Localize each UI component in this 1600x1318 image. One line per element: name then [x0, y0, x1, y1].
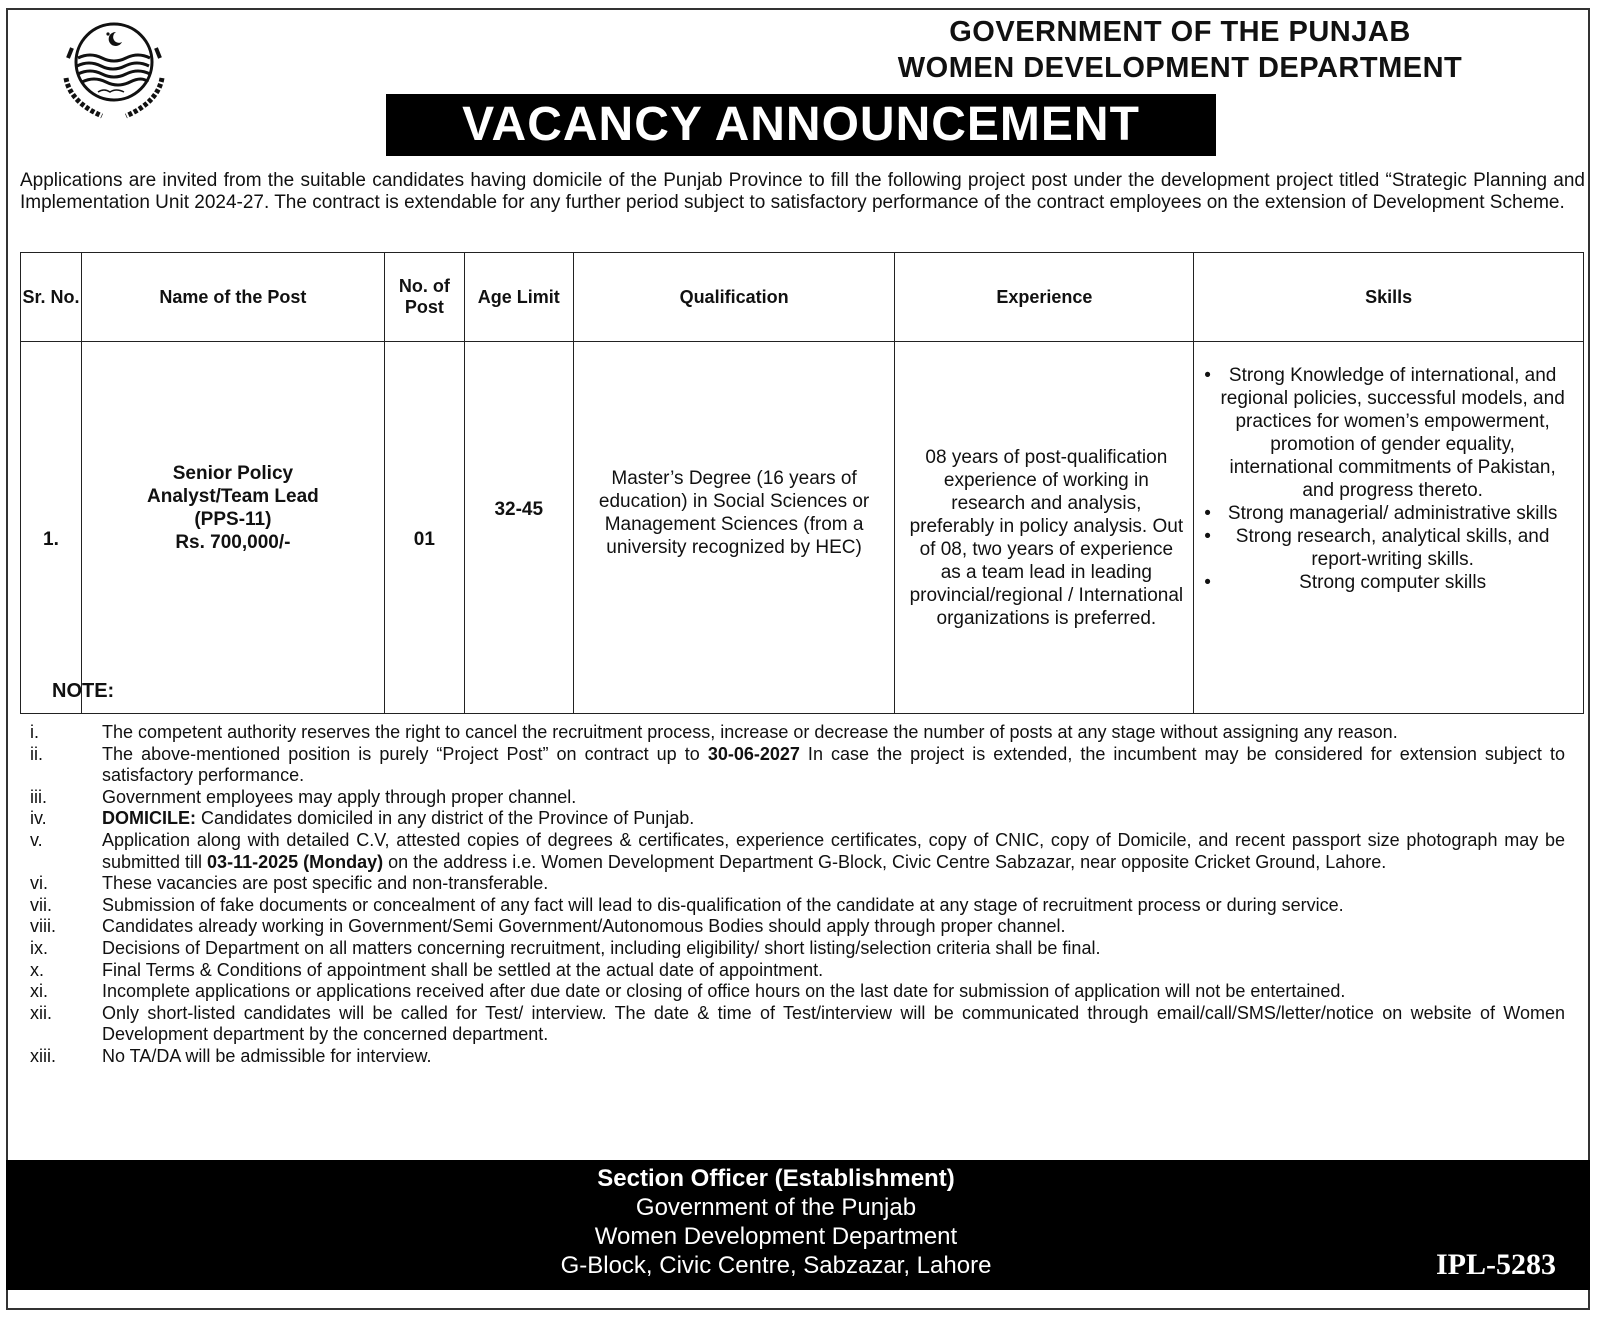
note-text — [102, 830, 1565, 873]
note-number: x. — [30, 959, 45, 980]
header-qualification: Qualification — [573, 253, 895, 342]
department-heading — [780, 14, 1580, 86]
note-text: The competent authority reserves the right to cancel the recruitment process, increase or decrease the number of posts at any stage without assigning any reason. — [102, 722, 1398, 742]
contract-end-date: 30-06-2027 — [707, 743, 800, 764]
note-text-part: In case the project is extended, the incumbent may be considered for extension subject to satisfactory performance. — [102, 743, 1565, 786]
note-text: Only short-listed candidates will be called for Test/ interview. The date & time of Test/interview will be communicated through email/call/SMS/letter/notice on website of Women Development department by the concerned department. — [102, 1002, 1565, 1045]
note-text: Submission of fake documents or concealment of any fact will lead to dis-qualification of the candidate at any stage of recruitment process or during service. — [102, 894, 1344, 915]
post-scale: (PPS-11) — [194, 509, 272, 530]
note-number: vi. — [30, 873, 48, 894]
note-text: Decisions of Department on all matters concerning recruitment, including eligibility/ short listing/selection criteria shall be final. — [102, 937, 1101, 958]
note-text — [102, 808, 1565, 830]
table-row — [21, 342, 1584, 714]
note-item — [20, 1046, 1565, 1068]
note-number: ii. — [30, 743, 43, 764]
note-text-part: Candidates domiciled in any district of the Province of Punjab. — [196, 808, 695, 829]
note-item — [20, 873, 1565, 895]
cell-age-limit: 32-45 — [464, 342, 573, 714]
intro-paragraph: Applications are invited from the suitable candidates having domicile of the Punjab Province to fill the following project post under the development project titled “Strategic Planning and Implementation Unit 2024-27. The contract is extendable for any further period subject to satisfactory performance of the contract employees on the extension of Development Scheme. — [20, 170, 1585, 213]
note-item — [20, 1003, 1565, 1046]
post-salary: Rs. 700,000/- — [175, 532, 291, 553]
notes-list — [20, 722, 1565, 1068]
note-text — [102, 744, 1565, 787]
cell-qualification: Master’s Degree (16 years of education) in Social Sciences or Management Sciences (from a university recognized by HEC) — [573, 342, 895, 714]
note-number: viii. — [30, 916, 56, 937]
note-number: v. — [30, 829, 43, 850]
cell-skills — [1194, 342, 1584, 714]
footer-signature-block — [6, 1160, 1590, 1290]
ipl-number: IPL-5283 — [1436, 1248, 1556, 1281]
skill-item: • Strong computer skills — [1204, 571, 1567, 594]
note-text-part: Application along with detailed C.V, attested copies of degrees & certificates, experience certificates, copy of CNIC, copy of Domicile, and recent passport size photograph may be submitted till — [102, 829, 1565, 872]
note-number: xiii. — [30, 1045, 56, 1066]
note-text: Final Terms & Conditions of appointment shall be settled at the actual date of appointment. — [102, 959, 824, 980]
skill-item: • Strong research, analytical skills, and report-writing skills. — [1204, 525, 1567, 571]
submission-deadline: 03-11-2025 (Monday) — [207, 851, 384, 872]
skill-item: • Strong Knowledge of international, and regional policies, successful models, and practices for women’s empowerment, promotion of gender equality, international commitments of Pakistan, and progress thereto. — [1204, 364, 1567, 502]
note-item — [20, 787, 1565, 809]
note-item — [20, 895, 1565, 917]
note-text: No TA/DA will be admissible for interview. — [102, 1045, 432, 1066]
note-text: Incomplete applications or applications received after due date or closing of office hours on the last date for submission of application will not be entertained. — [102, 981, 1346, 1002]
note-item — [20, 960, 1565, 982]
note-text: Government employees may apply through proper channel. — [102, 786, 577, 807]
footer-address — [6, 1164, 1546, 1280]
note-number: iv. — [30, 808, 47, 829]
skill-item: • Strong managerial/ administrative skills — [1204, 502, 1567, 525]
note-number: iii. — [30, 786, 47, 807]
footer-department: Women Development Department — [594, 1223, 958, 1250]
note-text: Candidates already working in Government/Semi Government/Autonomous Bodies should apply through proper channel. — [102, 916, 1066, 937]
note-item — [20, 981, 1565, 1003]
cell-no-of-post: 01 — [384, 342, 464, 714]
officer-title: Section Officer (Establishment) — [597, 1165, 955, 1192]
note-item — [20, 938, 1565, 960]
punjab-emblem-icon — [58, 18, 170, 122]
vacancy-table — [20, 252, 1584, 714]
header-skills: Skills — [1194, 253, 1584, 342]
note-number: i. — [30, 722, 39, 742]
footer-government: Government of the Punjab — [635, 1194, 917, 1221]
note-number: xi. — [30, 981, 48, 1002]
skills-list — [1204, 364, 1567, 594]
header-experience: Experience — [895, 253, 1194, 342]
note-number: vii. — [30, 894, 52, 915]
note-item — [20, 808, 1565, 830]
note-text-part: The above-mentioned position is purely “Project Post” on contract up to — [102, 743, 708, 764]
header-post-name: Name of the Post — [81, 253, 384, 342]
note-text-part: on the address i.e. Women Development Department G-Block, Civic Centre Sabzazar, near opposite Cricket Ground, Lahore. — [383, 851, 1387, 872]
domicile-label: DOMICILE: — [102, 808, 196, 829]
cell-sr-no: 1. — [21, 342, 82, 714]
note-number: ix. — [30, 937, 48, 958]
cell-experience: 08 years of post-qualification experience of working in research and analysis, preferably in policy analysis. Out of 08, two years of experience as a team lead in leading provincial/regional / International organizations is preferred. — [895, 342, 1194, 714]
header-no-of-post: No. of Post — [384, 253, 464, 342]
note-item — [20, 916, 1565, 938]
note-item — [20, 722, 1565, 744]
gov-line-2: WOMEN DEVELOPMENT DEPARTMENT — [897, 52, 1463, 84]
header-age-limit: Age Limit — [464, 253, 573, 342]
note-number: xii. — [30, 1002, 52, 1023]
gov-line-1: GOVERNMENT OF THE PUNJAB — [949, 16, 1411, 48]
header-sr-no: Sr. No. — [21, 253, 82, 342]
cell-post-name — [81, 342, 384, 714]
table-header-row — [21, 253, 1584, 342]
note-item — [20, 830, 1565, 873]
note-text: These vacancies are post specific and non-transferable. — [102, 873, 549, 894]
notes-title: NOTE: — [52, 680, 115, 702]
vacancy-banner: VACANCY ANNOUNCEMENT — [386, 94, 1216, 156]
post-title: Senior Policy Analyst/Team Lead — [147, 463, 319, 507]
note-item — [20, 744, 1565, 787]
footer-street-address: G-Block, Civic Centre, Sabzazar, Lahore — [560, 1252, 992, 1279]
